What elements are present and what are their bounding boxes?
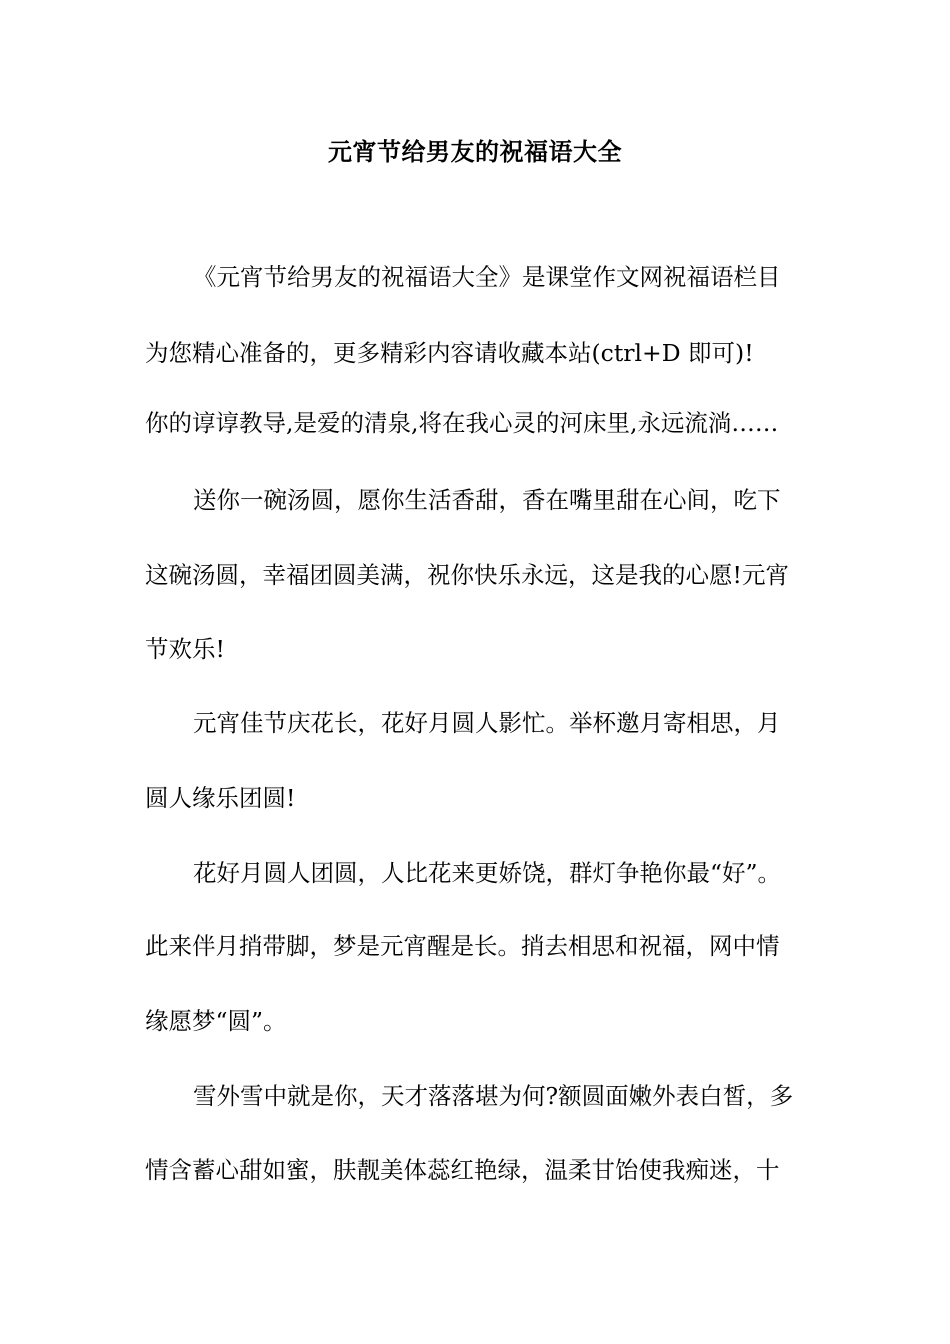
paragraph-line: 此来伴月捎带脚，梦是元宵醒是长。捎去相思和祝福，网中情 xyxy=(145,932,780,960)
paragraph-line: 雪外雪中就是你，天才落落堪为何?额圆面嫩外表白皙，多 xyxy=(193,1082,794,1110)
paragraph-line: 情含蓄心甜如蜜，肤靓美体蕊红艳绿，温柔甘饴使我痴迷，十 xyxy=(145,1156,780,1184)
paragraph-line: 你的谆谆教导,是爱的清泉,将在我心灵的河床里,永远流淌…… xyxy=(145,409,779,437)
paragraph-line: 花好月圆人团圆，人比花来更娇饶，群灯争艳你最“好”。 xyxy=(193,859,782,887)
paragraph-line: 缘愿梦“圆”。 xyxy=(145,1007,287,1035)
paragraph-line: 圆人缘乐团圆! xyxy=(145,784,296,812)
paragraph-line: 元宵佳节庆花长，花好月圆人影忙。举杯邀月寄相思，月 xyxy=(193,709,781,737)
document-title: 元宵节给男友的祝福语大全 xyxy=(328,138,622,166)
paragraph-line: 《元宵节给男友的祝福语大全》是课堂作文网祝福语栏目 xyxy=(193,263,781,291)
paragraph-line: 这碗汤圆，幸福团圆美满，祝你快乐永远，这是我的心愿!元宵 xyxy=(145,561,789,589)
paragraph-line: 为您精心准备的，更多精彩内容请收藏本站(ctrl+D 即可)! xyxy=(145,339,754,367)
paragraph-line: 节欢乐! xyxy=(145,635,225,663)
paragraph-line: 送你一碗汤圆，愿你生活香甜，香在嘴里甜在心间，吃下 xyxy=(193,486,781,514)
